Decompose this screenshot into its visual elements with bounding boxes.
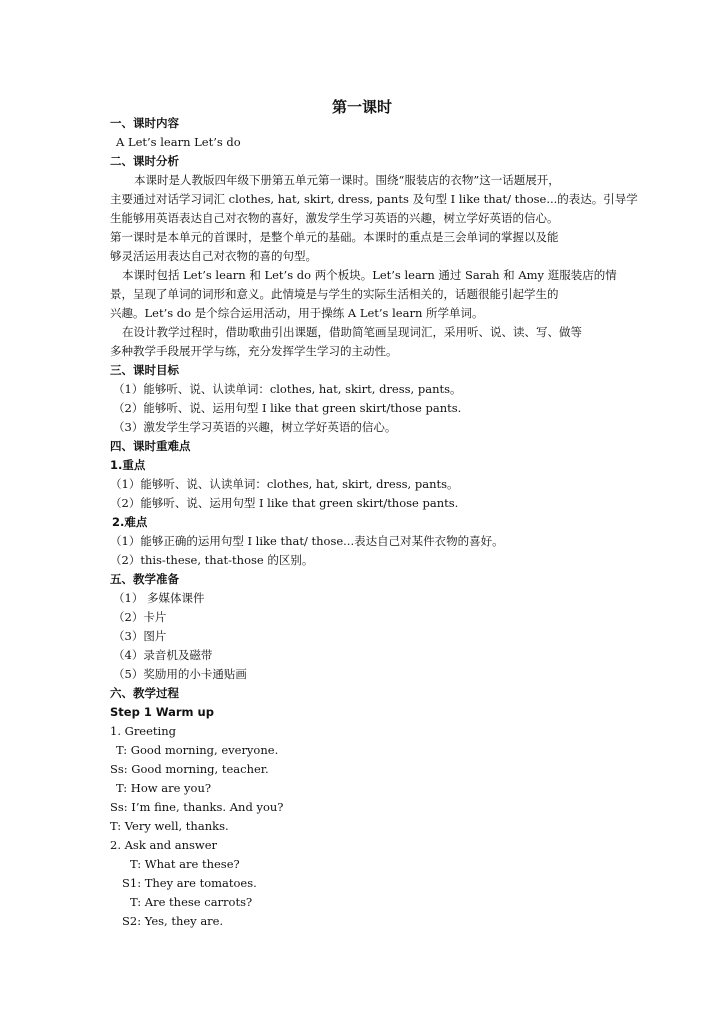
paragraph-line: 在设计教学过程时，借助歌曲引出课题，借助简笔画呈现词汇，采用听、说、读、写、做等 <box>122 325 582 339</box>
dialogue-line: T: How are you? <box>116 781 212 795</box>
dialogue-line: Ss: Good morning, teacher. <box>110 762 269 776</box>
section-heading-content: 一、课时内容 <box>110 116 179 130</box>
paragraph-line: 本课时是人教版四年级下册第五单元第一课时。围绕“服装店的衣物”这一话题展开， <box>134 173 560 187</box>
section-heading-process: 六、教学过程 <box>110 686 179 700</box>
dialogue-line: T: Very well, thanks. <box>110 819 229 833</box>
content-line: A Let’s learn Let’s do <box>116 135 241 149</box>
dialogue-line: S2: Yes, they are. <box>122 914 224 928</box>
list-item: （2）卡片 <box>113 610 167 624</box>
list-item: （3）图片 <box>113 629 167 643</box>
list-item: （1）能够听、说、认读单词：clothes, hat, skirt, dress, pants。 <box>110 477 459 491</box>
subheading-key: 1.重点 <box>110 458 146 472</box>
paragraph-line: 主要通过对话学习词汇 clothes, hat, skirt, dress, pants 及句型 I like that/ those...的表达。引导学 <box>110 192 638 206</box>
section-heading-objectives: 三、课时目标 <box>110 363 179 377</box>
list-item: （3）激发学生学习英语的兴趣，树立学好英语的信心。 <box>113 420 397 434</box>
list-item: （1） 多媒体课件 <box>113 591 205 605</box>
step-heading: Step 1 Warm up <box>110 705 214 719</box>
subheading-difficult: 2.难点 <box>112 515 148 529</box>
section-heading-analysis: 二、课时分析 <box>110 154 179 168</box>
section-heading-preparation: 五、教学准备 <box>110 572 179 586</box>
paragraph-line: 第一课时是本单元的首课时，是整个单元的基础。本课时的重点是三会单词的掌握以及能 <box>110 230 559 244</box>
list-item: （2）能够听、说、运用句型 I like that green skirt/those pants. <box>113 401 462 415</box>
list-item: （2）能够听、说、运用句型 I like that green skirt/those pants. <box>110 496 459 510</box>
dialogue-line: 1. Greeting <box>110 724 176 738</box>
paragraph-line: 本课时包括 Let’s learn 和 Let’s do 两个板块。Let’s learn 通过 Sarah 和 Amy 逛服装店的情 <box>122 268 617 282</box>
dialogue-line: T: Good morning, everyone. <box>116 743 279 757</box>
list-item: （2）this-these, that-those 的区别。 <box>110 553 314 567</box>
dialogue-line: 2. Ask and answer <box>110 838 218 852</box>
dialogue-line: T: Are these carrots? <box>130 895 253 909</box>
list-item: （4）录音机及磁带 <box>113 648 213 662</box>
page-title: 第一课时 <box>331 98 392 116</box>
list-item: （1）能够正确的运用句型 I like that/ those...表达自己对某件衣物的喜好。 <box>110 534 504 548</box>
list-item: （1）能够听、说、认读单词：clothes, hat, skirt, dress, pants。 <box>113 382 462 396</box>
dialogue-line: Ss: I’m fine, thanks. And you? <box>110 800 284 814</box>
list-item: （5）奖励用的小卡通贴画 <box>113 667 247 681</box>
paragraph-line: 景，呈现了单词的词形和意义。此情境是与学生的实际生活相关的，话题很能引起学生的 <box>110 287 559 301</box>
dialogue-line: T: What are these? <box>130 857 240 871</box>
paragraph-line: 多种教学手段展开学与练，充分发挥学生学习的主动性。 <box>110 344 398 358</box>
section-heading-key-points: 四、课时重难点 <box>110 439 191 453</box>
paragraph-line: 生能够用英语表达自己对衣物的喜好，激发学生学习英语的兴趣，树立学好英语的信心。 <box>110 211 559 225</box>
dialogue-line: S1: They are tomatoes. <box>122 876 257 890</box>
paragraph-line: 兴趣。Let’s do 是个综合运用活动，用于操练 A Let’s learn 所学单词。 <box>110 306 484 320</box>
paragraph-line: 够灵活运用表达自己对衣物的喜的句型。 <box>110 249 317 263</box>
